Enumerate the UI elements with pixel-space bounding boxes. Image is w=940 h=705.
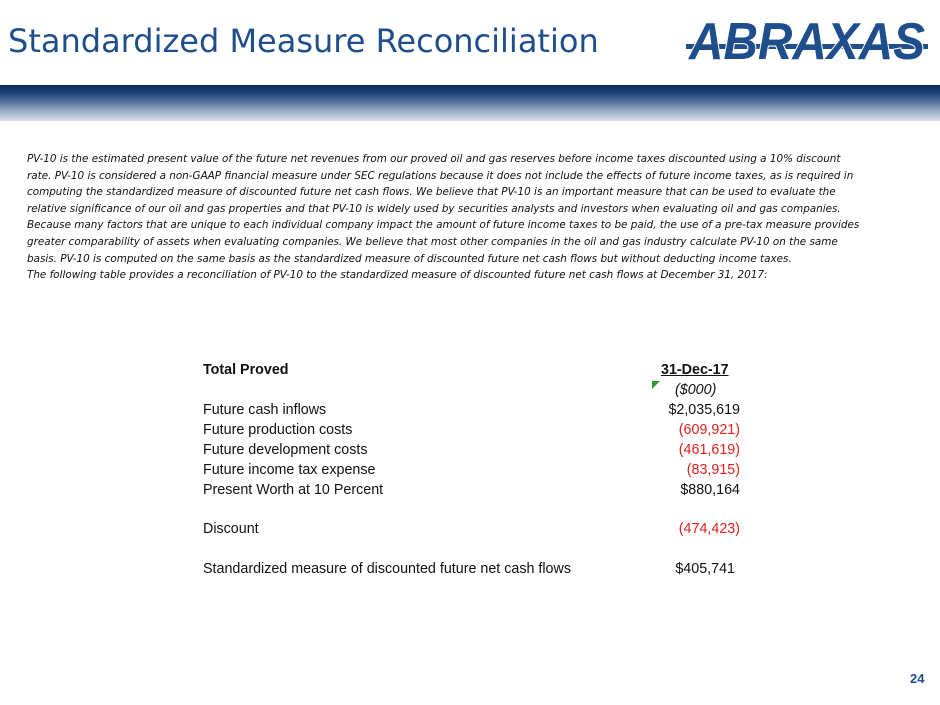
- row-value: (609,921): [678, 422, 740, 438]
- abraxas-logo: [686, 14, 928, 66]
- intro-line: PV-10 is the estimated present value of the future net revenues from our proved oil and gas reserves before income taxes discounted using a 10% discount: [27, 153, 841, 165]
- table-row: [203, 462, 763, 482]
- logo-wordmark: ABRAXAS: [687, 14, 926, 66]
- row-value: (83,915): [686, 462, 740, 478]
- row-value: (461,619): [678, 442, 740, 458]
- page-number: 24: [910, 671, 925, 686]
- table-row: [203, 521, 763, 541]
- intro-paragraph: [27, 151, 907, 284]
- intro-line: relative significance of our oil and gas properties and that PV-10 is widely used by securities analysts and investors when evaluating oil and gas companies.: [27, 202, 841, 215]
- page-title: Standardized Measure Reconciliation: [8, 22, 599, 60]
- header-banner: [0, 85, 940, 121]
- intro-line: rate. PV-10 is considered a non-GAAP financial measure under SEC regulations because it does not include the effects of future income taxes, as is required in: [27, 169, 854, 182]
- row-label: Future development costs: [203, 442, 368, 458]
- row-label: Future production costs: [203, 422, 353, 438]
- table-row: [203, 442, 763, 462]
- table-row: [203, 422, 763, 442]
- intro-line: The following table provides a reconciliation of PV-10 to the standardized measure of discounted future net cash flows at December 31, 2017:: [27, 269, 768, 282]
- row-label: Standardized measure of discounted future net cash flows: [203, 561, 571, 577]
- table-header-label: Total Proved: [203, 362, 289, 378]
- units-label: ($000): [675, 382, 717, 398]
- row-value: $880,164: [680, 482, 740, 498]
- intro-line: basis. PV-10 is computed on the same basis as the standardized measure of discounted future net cash flows but without deducting income taxes.: [27, 252, 792, 265]
- row-label: Present Worth at 10 Percent: [203, 482, 384, 498]
- row-label: Future cash inflows: [203, 402, 327, 418]
- table-header-row: [203, 362, 763, 382]
- intro-line: Because many factors that are unique to each individual company impact the amount of future income taxes to be paid, the use of a pre-tax measure provides: [27, 219, 860, 232]
- intro-line: computing the standardized measure of discounted future net cash flows. We believe that PV-10 is an important measure that can be used to evaluate the: [27, 186, 836, 199]
- intro-line: greater comparability of assets when evaluating companies. We believe that most other companies in the oil and gas industry calculate PV-10 on the same: [27, 235, 838, 248]
- row-value: (474,423): [678, 521, 740, 537]
- row-label: Future income tax expense: [203, 462, 376, 478]
- row-value: $2,035,619: [668, 402, 740, 418]
- row-label: Discount: [203, 521, 259, 537]
- row-value: $405,741: [675, 561, 735, 577]
- table-row: [203, 402, 763, 422]
- table-row: [203, 561, 763, 581]
- units-row: [203, 382, 763, 402]
- table-row: [203, 482, 763, 502]
- table-date-header: 31-Dec-17: [661, 362, 729, 378]
